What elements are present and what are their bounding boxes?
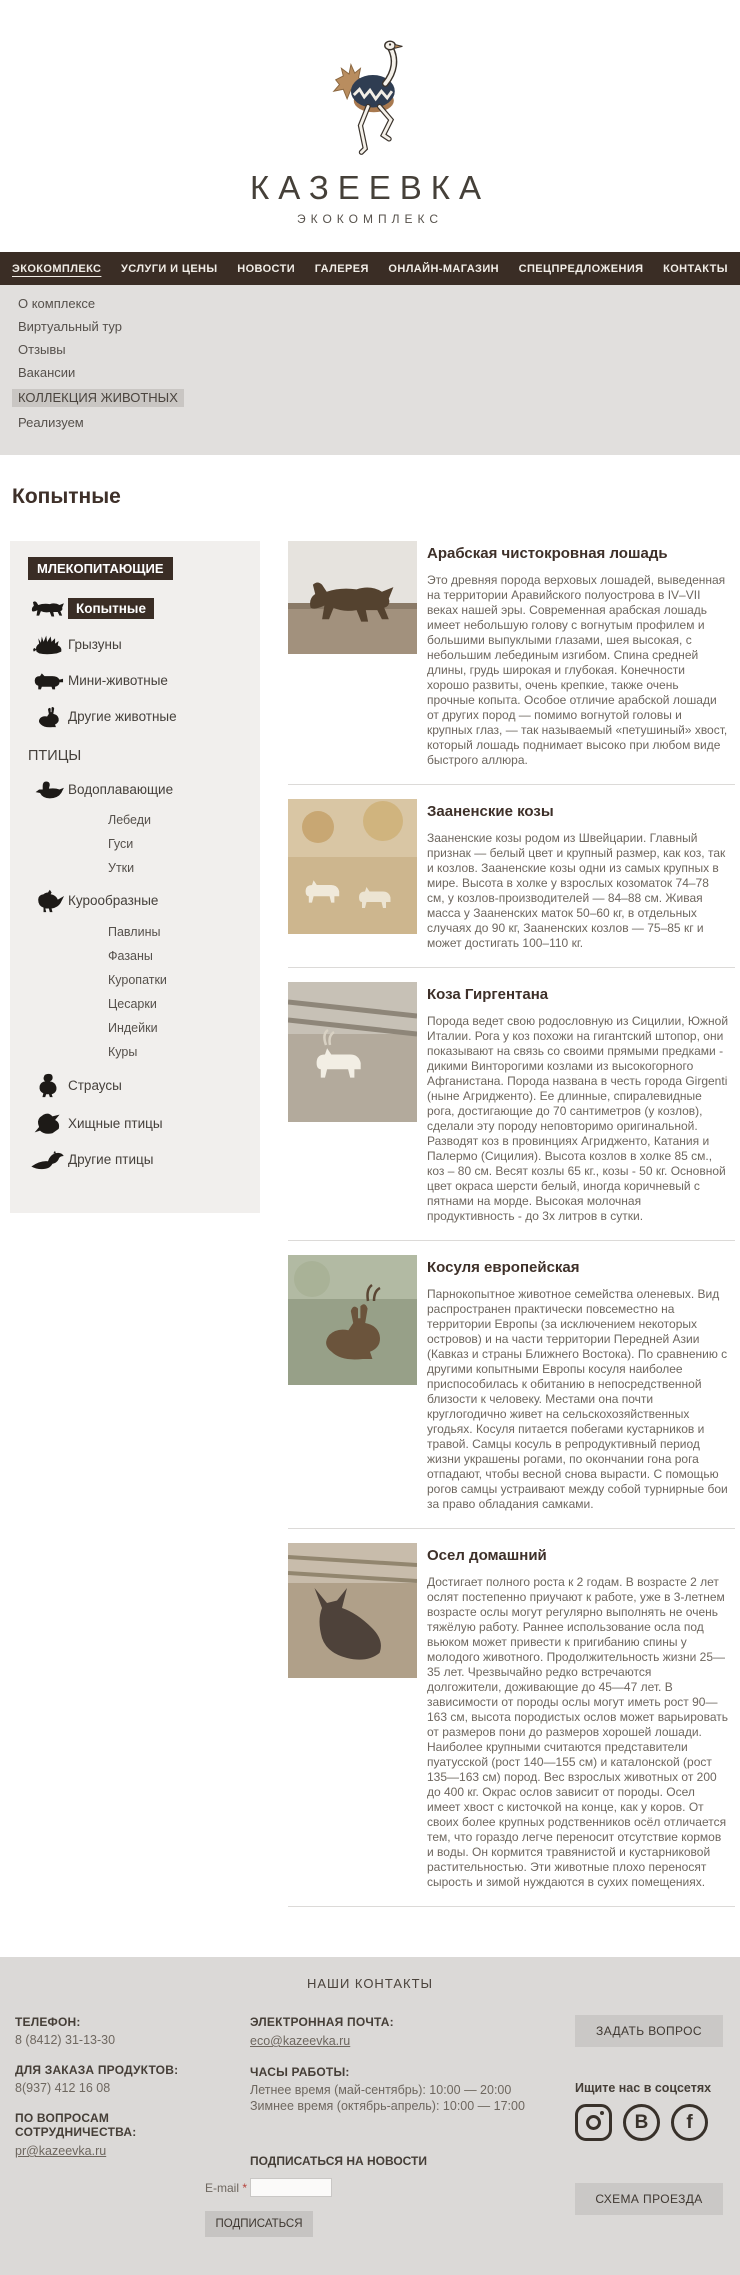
animal-list: [260, 541, 735, 1907]
subnav-item-sale[interactable]: Реализуем: [18, 415, 84, 430]
sidebar-item-other-animals[interactable]: [28, 705, 260, 728]
hen-icon: [28, 888, 68, 913]
sidebar-item-other-birds[interactable]: [28, 1149, 260, 1170]
animal-description: Парнокопытное животное семейства оленевых. Вид распространен практически повсеместно на территории Европы (за исключением некоторых островов) и на части территории Передней Азии (Кавказ и страны Ближнего Востока). По сравнению с другими копытными Европы косуля наиболее приспособилась к обитанию в непосредственной близости к человеку. Местами она почти круглогодично живет на сельскохозяйственных угодьях. Косуля питается побегами кустарников и травой. Самцы косуль в репродуктивный период жизни украшены рогами, по окончании гона рога отпадают, чтобы весной снова вырасти. С помощью рогов самцы устраивают между собой турнирные бои за право обладания самками.: [427, 1287, 728, 1511]
subnav-item-reviews[interactable]: Отзывы: [18, 342, 66, 357]
sidebar-item-ostriches[interactable]: [28, 1072, 260, 1098]
sidebar-item-label: Мини-животные: [68, 673, 168, 688]
sidebar-subitem-pheasants[interactable]: Фазаны: [108, 949, 153, 963]
sidebar-header-mammals[interactable]: МЛЕКОПИТАЮЩИЕ: [28, 557, 173, 580]
rabbit-icon: [28, 705, 68, 728]
subnav-item-about[interactable]: О комплексе: [18, 296, 96, 311]
social-icons: [575, 2104, 725, 2141]
subscribe-heading: ПОДПИСАТЬСЯ НА НОВОСТИ: [250, 2154, 428, 2168]
footer-actions-column: [575, 2015, 725, 2237]
animal-entry-saanen-goats: [288, 785, 735, 968]
sidebar-item-label: Другие животные: [68, 709, 177, 724]
animal-entry-domestic-donkey: [288, 1529, 735, 1907]
sidebar-item-label: Копытные: [68, 598, 154, 619]
cooperation-email-link[interactable]: pr@kazeevka.ru: [15, 2144, 107, 2158]
domestic-donkey-photo: [288, 1543, 417, 1890]
sidebar-item-mini-animals[interactable]: [28, 669, 260, 692]
duck-icon: [28, 778, 68, 801]
animal-categories-sidebar: [10, 541, 260, 1213]
footer-heading: НАШИ КОНТАКТЫ: [306, 1976, 434, 1991]
email-input[interactable]: [250, 2178, 332, 2197]
footer-info-column: [205, 2015, 535, 2237]
pig-icon: [28, 669, 68, 692]
sidebar-subitem-swans[interactable]: Лебеди: [108, 813, 151, 827]
map-button[interactable]: СХЕМА ПРОЕЗДА: [575, 2183, 723, 2215]
subnav-item-virtual-tour[interactable]: Виртуальный тур: [18, 319, 122, 334]
animal-entry-arabian-horse: [288, 541, 735, 785]
page-title: Копытные: [12, 485, 121, 508]
porcupine-icon: [28, 633, 68, 656]
sidebar-item-label: Другие птицы: [68, 1152, 154, 1167]
peacock-icon: [28, 1149, 68, 1170]
saanen-goats-photo: [288, 799, 417, 951]
nav-item-offers[interactable]: СПЕЦПРЕДЛОЖЕНИЯ: [518, 262, 644, 275]
ostrich-logo-icon: [322, 145, 418, 162]
instagram-lens: [586, 2115, 601, 2130]
sidebar-subitem-geese[interactable]: Гуси: [108, 837, 134, 851]
sidebar-item-label: Хищные птицы: [68, 1116, 163, 1131]
ostrich-icon: [28, 1072, 68, 1098]
sidebar-item-birds-of-prey[interactable]: [28, 1111, 260, 1136]
sidebar-subitem-turkeys[interactable]: Индейки: [108, 1021, 158, 1035]
sidebar-item-label: Курообразные: [68, 893, 159, 908]
sidebar-item-hoofed[interactable]: [28, 597, 260, 620]
vk-icon[interactable]: В: [623, 2104, 660, 2141]
content-area: [0, 541, 740, 1907]
hours-winter: Зимнее время (октябрь-апрель): 10:00 — 17:00: [250, 2099, 525, 2113]
ask-question-button[interactable]: ЗАДАТЬ ВОПРОС: [575, 2015, 723, 2047]
sidebar-subitem-partridges[interactable]: Куропатки: [108, 973, 167, 987]
email-link[interactable]: eco@kazeevka.ru: [250, 2034, 351, 2048]
social-label: Ищите нас в соцсетях: [575, 2081, 712, 2095]
instagram-dot: [600, 2111, 604, 2115]
brand-title: КАЗЕЕВКА: [249, 169, 491, 206]
animal-entry-roe-deer: [288, 1241, 735, 1529]
footer: [0, 1957, 740, 2275]
sidebar-subitem-chickens[interactable]: Куры: [108, 1045, 138, 1059]
sidebar-subitem-ducks[interactable]: Утки: [108, 861, 135, 875]
animal-description: Зааненские козы родом из Швейцарии. Главный признак — белый цвет и крупный размер, как коз, так и козлов. Зааненские козы одни из самых крупных в мире. Высота в холке у взрослых козоматок 74–78 см, у козлов-производителей — 84–88 см. Живая масса у Зааненских маток 50–60 кг, в отдельных случаях до 90 кг, Зааненских козлов — 75–85 кг и может достигать 100–110 кг.: [427, 831, 726, 950]
nav-item-news[interactable]: НОВОСТИ: [237, 262, 296, 275]
nav-item-contacts[interactable]: КОНТАКТЫ: [663, 262, 728, 275]
animal-description: Порода ведет свою родословную из Сицилии, Южной Италии. Рога у коз похожи на гигантский штопор, они показывают на связь со своими прямыми предками - дикими Винторогими козлами из высокогорного Афганистана. Порода названа в честь города Girgenti (ныне Агридженто). Ее длинные, спиралевидные рога, достигающие до 70 сантиметров (у козлов), сделали эту породу неповторимо оригинальной. Разводят коз в провинциях Агридженто, Катания и Палермо (Сицилия). Высота козлов в холке 85 см., коз – 80 см. Весят козлы 65 кг., козы - 50 кг. Основной цвет окраса шерсти белый, иногда коричневый с пятнами на морде. Высокая молочная продуктивность - до 3х литров в сутки.: [427, 1014, 729, 1223]
animal-entry-girgentana-goat: [288, 968, 735, 1241]
animal-name: Зааненские козы: [427, 803, 554, 820]
nav-item-ecocomplex[interactable]: ЭКОКОМПЛЕКС: [12, 262, 102, 275]
cooperation-label: ПО ВОПРОСАМ СОТРУДНИЧЕСТВА:: [15, 2111, 137, 2139]
animal-name: Коза Гиргентана: [427, 986, 549, 1003]
animal-name: Осел домашний: [427, 1547, 547, 1564]
email-label: ЭЛЕКТРОННАЯ ПОЧТА:: [250, 2015, 394, 2029]
subscribe-form: [205, 2178, 535, 2197]
sidebar-item-label: Водоплавающие: [68, 782, 174, 797]
arabian-horse-photo: [288, 541, 417, 768]
sidebar-item-rodents[interactable]: [28, 633, 260, 656]
sidebar-subitem-guinea-fowl[interactable]: Цесарки: [108, 997, 157, 1011]
brand-subtitle: ЭКОКОМПЛЕКС: [296, 212, 444, 226]
sidebar-subitem-peacocks[interactable]: Павлины: [108, 925, 161, 939]
animal-description: Это древняя порода верховых лошадей, выведенная на территории Аравийского полуострова в IV–VII веках нашей эры. Современная арабская лошадь имеет небольшую голову с вогнутым профилем и большими выпуклыми глазами, шея высокая, с небольшим лебединым изгибом. Спина средней длины, грудь широкая и глубокая. Конечности хорошо развиты, очень крепкие, также очень прочные копыта. Особое отличие арабской лошади от других пород — помимо вогнутой головы и крупных глаз, — так называемый «петушиный» хвост, который лошадь поднимает высоко при любом виде быстрого аллюра.: [427, 573, 728, 767]
logo[interactable]: [250, 34, 490, 226]
main-navbar: [0, 252, 740, 285]
animal-description: Достигает полного роста к 2 годам. В возрасте 2 лет ослят постепенно приучают к работе, уже в 3-летнем возрасте ослы могут регулярно выполнять не очень тяжёлую работу. Раннее использование осла под вьюком может привести к пригибанию спины у молодого животного. Продолжительность жизни 25—35 лет. Чрезвычайно редко встречаются долгожители, доживающие до 45—47 лет. В зависимости от породы ослы могут иметь рост 90—163 см, высота породистых ослов может варьировать от размеров пони до размеров хорошей лошади. Наиболее крупными считаются представители пуатусской (рост 140—155 см) и каталонской (рост 135—163 см) пород. Вес взрослых животных от 200 до 400 кг. Окрас ослов зависит от породы. Осел имеет хвост с кисточкой на конце, как у коров. От своих более крупных родственников осёл отличается тем, что гораздо легче переносит отсутствие кормов и воды. Он кормится травянистой и кустарниковой растительностью. Эти животные плохо переносят сырость и зимой нуждаются в сухих помещениях.: [427, 1575, 729, 1889]
subscribe-button[interactable]: ПОДПИСАТЬСЯ: [205, 2211, 313, 2237]
hours-label: ЧАСЫ РАБОТЫ:: [250, 2065, 350, 2079]
footer-contacts-column: [15, 2015, 205, 2237]
nav-item-services[interactable]: УСЛУГИ И ЦЕНЫ: [121, 262, 218, 275]
instagram-icon[interactable]: [575, 2104, 612, 2141]
facebook-icon[interactable]: f: [671, 2104, 708, 2141]
phone-value: 8 (8412) 31-13-30: [15, 2033, 116, 2047]
nav-item-shop[interactable]: ОНЛАЙН-МАГАЗИН: [388, 262, 500, 275]
phone-label: ТЕЛЕФОН:: [15, 2015, 81, 2029]
orders-label: ДЛЯ ЗАКАЗА ПРОДУКТОВ:: [15, 2063, 179, 2077]
email-field-label: E-mail *: [205, 2180, 248, 2195]
hawk-icon: [28, 1111, 68, 1136]
required-asterisk: *: [242, 2180, 248, 2195]
hours-summer: Летнее время (май-сентябрь): 10:00 — 20:00: [250, 2083, 512, 2097]
animal-name: Арабская чистокровная лошадь: [427, 545, 668, 562]
sidebar-item-galliformes[interactable]: [28, 888, 260, 913]
orders-value: 8(937) 412 16 08: [15, 2081, 111, 2095]
subnav-item-animal-collection[interactable]: КОЛЛЕКЦИЯ ЖИВОТНЫХ: [12, 389, 184, 407]
sub-navbar: [0, 285, 740, 455]
animal-name: Косуля европейская: [427, 1259, 580, 1276]
girgentana-goat-photo: [288, 982, 417, 1224]
site-header: [0, 0, 740, 252]
subnav-item-vacancies[interactable]: Вакансии: [18, 365, 76, 380]
roe-deer-photo: [288, 1255, 417, 1512]
sidebar-item-label: Грызуны: [68, 637, 122, 652]
horse-icon: [28, 597, 68, 620]
nav-item-gallery[interactable]: ГАЛЕРЕЯ: [314, 262, 369, 275]
sidebar-header-birds[interactable]: ПТИЦЫ: [28, 748, 82, 764]
sidebar-item-label: Страусы: [68, 1077, 122, 1093]
sidebar-item-waterfowl[interactable]: [28, 778, 260, 801]
